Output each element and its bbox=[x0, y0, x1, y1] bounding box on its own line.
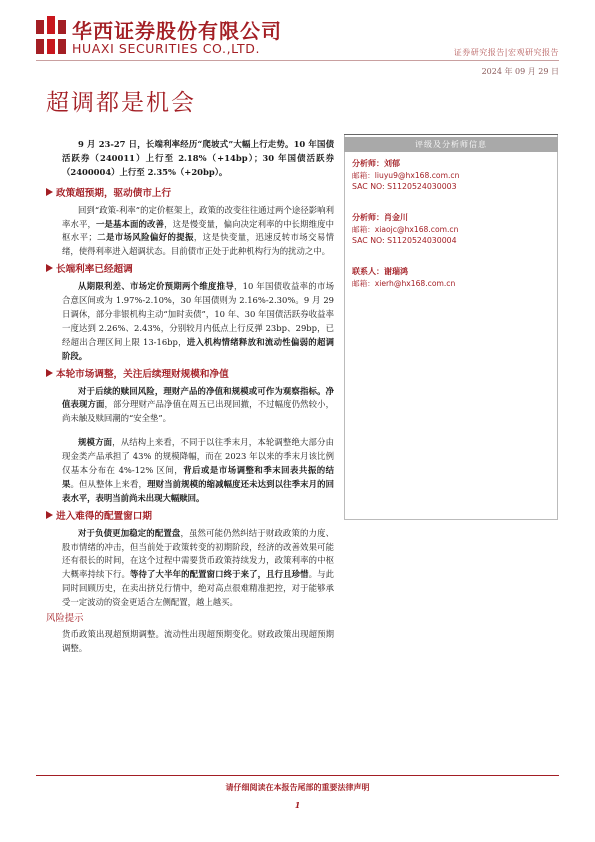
section-body bbox=[62, 280, 334, 363]
report-body bbox=[46, 138, 335, 656]
emphasis-text: 对于负债更加稳定的配置盘 bbox=[78, 527, 181, 538]
analyst-card bbox=[352, 212, 552, 247]
section-body bbox=[62, 527, 334, 610]
panel-top-rule bbox=[344, 134, 558, 135]
contact-card bbox=[352, 266, 552, 289]
body-paragraph bbox=[62, 436, 334, 506]
summary-paragraph: 9 月 23-27 日，长端利率经历“爬坡式”大幅上行走势。10 年国债活跃券（240011）上行至 2.18%（+14bp）；30 年国债活跃券（2400004）上行至 2.35%（+20bp）。 bbox=[62, 139, 334, 177]
report-date: 2024 年 09 月 29 日 bbox=[481, 67, 559, 76]
risk-text: 货币政策出现超预期调整。流动性出现超预期变化。财政政策出现超预期调整。 bbox=[62, 629, 334, 653]
body-paragraph bbox=[62, 280, 334, 363]
analyst-email[interactable]: 邮箱：xiaojc@hx168.com.cn bbox=[352, 224, 459, 234]
analyst-card bbox=[352, 158, 552, 193]
section-heading: 本轮市场调整，关注后续理财规模和净值 bbox=[46, 368, 318, 382]
legal-notice: 请仔细阅读在本报告尾部的重要法律声明 bbox=[225, 782, 370, 792]
section-heading: 长端利率已经超调 bbox=[46, 263, 318, 277]
analyst-sac: SAC NO: S1120524030003 bbox=[352, 182, 457, 191]
emphasis-text: 背后或是市场调整和季末回表共振的结果 bbox=[62, 465, 334, 489]
paragraph-gap bbox=[62, 426, 334, 436]
body-paragraph bbox=[62, 527, 334, 610]
body-text: ，10 年国债收益率的市场合意区间或为 1.97%-2.10%，30 年国债则为 2.16%-2.30%。9 月 29 日调休，部分非银机构主动“加时卖债”，10 年、30 年国债活跃券收益率一度达到 2.26%、2.43%，分别较月内低点上行反弹 23bp、29bp，已经超出合理区间上限 13-16bp， bbox=[62, 281, 335, 347]
footer-divider bbox=[36, 775, 559, 776]
triangle-bullet-icon bbox=[46, 369, 53, 377]
body-paragraph bbox=[62, 204, 334, 260]
body-text: ，虽然可能仍然纠结于财政政策的力度、股市情绪的冲击，但当前处于政策转变的初期阶段，经济的改善效果可能还有很长的时间，在这个过程中需要货币政策持续发力，政策利率的中枢大概率持续下行。 bbox=[62, 527, 335, 580]
body-text: ，这是快变量，迅速反转市场交易情绪，使得利率进入超调状态。目前债市正处于此种机构行为的扰动之中。 bbox=[62, 232, 335, 257]
body-text: ，从结构上来看，不同于以往季末月，本轮调整绝大部分由现金类产品承担了 43% 的规模降幅，而在 2023 年以来的季末月该比例仅基本分布在 4%-12% 区间， bbox=[62, 437, 334, 476]
report-title: 超调都是机会 bbox=[46, 90, 196, 116]
analyst-name: 分析师：刘郁 bbox=[352, 158, 400, 168]
triangle-bullet-icon bbox=[46, 188, 53, 196]
emphasis-text: 规模方面 bbox=[78, 437, 113, 448]
body-text: 。但从整体上来看， bbox=[70, 478, 148, 489]
emphasis-text: 从期限利差、市场定价预期两个维度推导 bbox=[78, 281, 235, 292]
company-name-en: HUAXI SECURITIES CO.,LTD. bbox=[72, 41, 261, 56]
section-heading: 进入难得的配置窗口期 bbox=[46, 510, 318, 524]
section-body bbox=[62, 204, 334, 260]
triangle-bullet-icon bbox=[46, 511, 53, 519]
contact-email[interactable]: 邮箱：xierh@hx168.com.cn bbox=[352, 278, 456, 288]
section-body bbox=[62, 385, 334, 506]
emphasis-text: 进入机构情绪释放和流动性偏弱的超调阶段。 bbox=[62, 336, 335, 361]
company-name-cn: 华西证券股份有限公司 bbox=[72, 19, 282, 43]
page-number: 1 bbox=[294, 800, 301, 810]
analyst-name: 分析师：肖金川 bbox=[352, 212, 408, 222]
emphasis-text: 一是基本面的改善 bbox=[96, 218, 165, 229]
section-heading: 政策超预期，驱动债市上行 bbox=[46, 187, 318, 201]
emphasis-text: 理财当前规模的缩减幅度还未达到以往季末月的回表水平，表明当前尚未出现大幅赎回。 bbox=[62, 478, 335, 503]
header-divider bbox=[36, 60, 559, 61]
report-type: 证券研究报告|宏观研究报告 bbox=[453, 48, 559, 57]
body-text: ，这是慢变量，偏向决定利率的中长期维度中枢水平； bbox=[62, 218, 335, 243]
body-text: 。与此同时回顾历史，在卖出挤兑行情中，绝对高点很难精准把控，对于能够承受一定波动的资金更适合左侧配置，越上越买。 bbox=[62, 569, 335, 608]
contact-name: 联系人：谢瑞鸿 bbox=[352, 266, 408, 276]
emphasis-text: 对于后续的赎回风险，理财产品的净值和规模或可作为观察指标。净值表现方面 bbox=[62, 385, 334, 410]
panel-heading: 评级及分析师信息 bbox=[344, 137, 558, 152]
risk-heading: 风险提示 bbox=[46, 613, 84, 625]
emphasis-text: 等待了大半年的配置窗口终于来了，且行且珍惜 bbox=[130, 569, 309, 580]
huaxi-logo-icon bbox=[36, 16, 66, 56]
body-paragraph bbox=[62, 385, 334, 427]
body-text: 回到“政策-利率”的定价框架上，政策的改变往往通过两个途径影响利率水平， bbox=[62, 204, 334, 229]
emphasis-text: 二是市场风险偏好的提振 bbox=[96, 232, 194, 243]
analyst-sac: SAC NO: S1120524030004 bbox=[352, 236, 457, 245]
body-text: ，部分理财产品净值在周五已出现回撤，不过幅度仍然较小，尚未触及赎回潮的“安全垫”。 bbox=[62, 399, 335, 424]
triangle-bullet-icon bbox=[46, 264, 53, 272]
analyst-email[interactable]: 邮箱：liuyu9@hx168.com.cn bbox=[352, 170, 460, 180]
